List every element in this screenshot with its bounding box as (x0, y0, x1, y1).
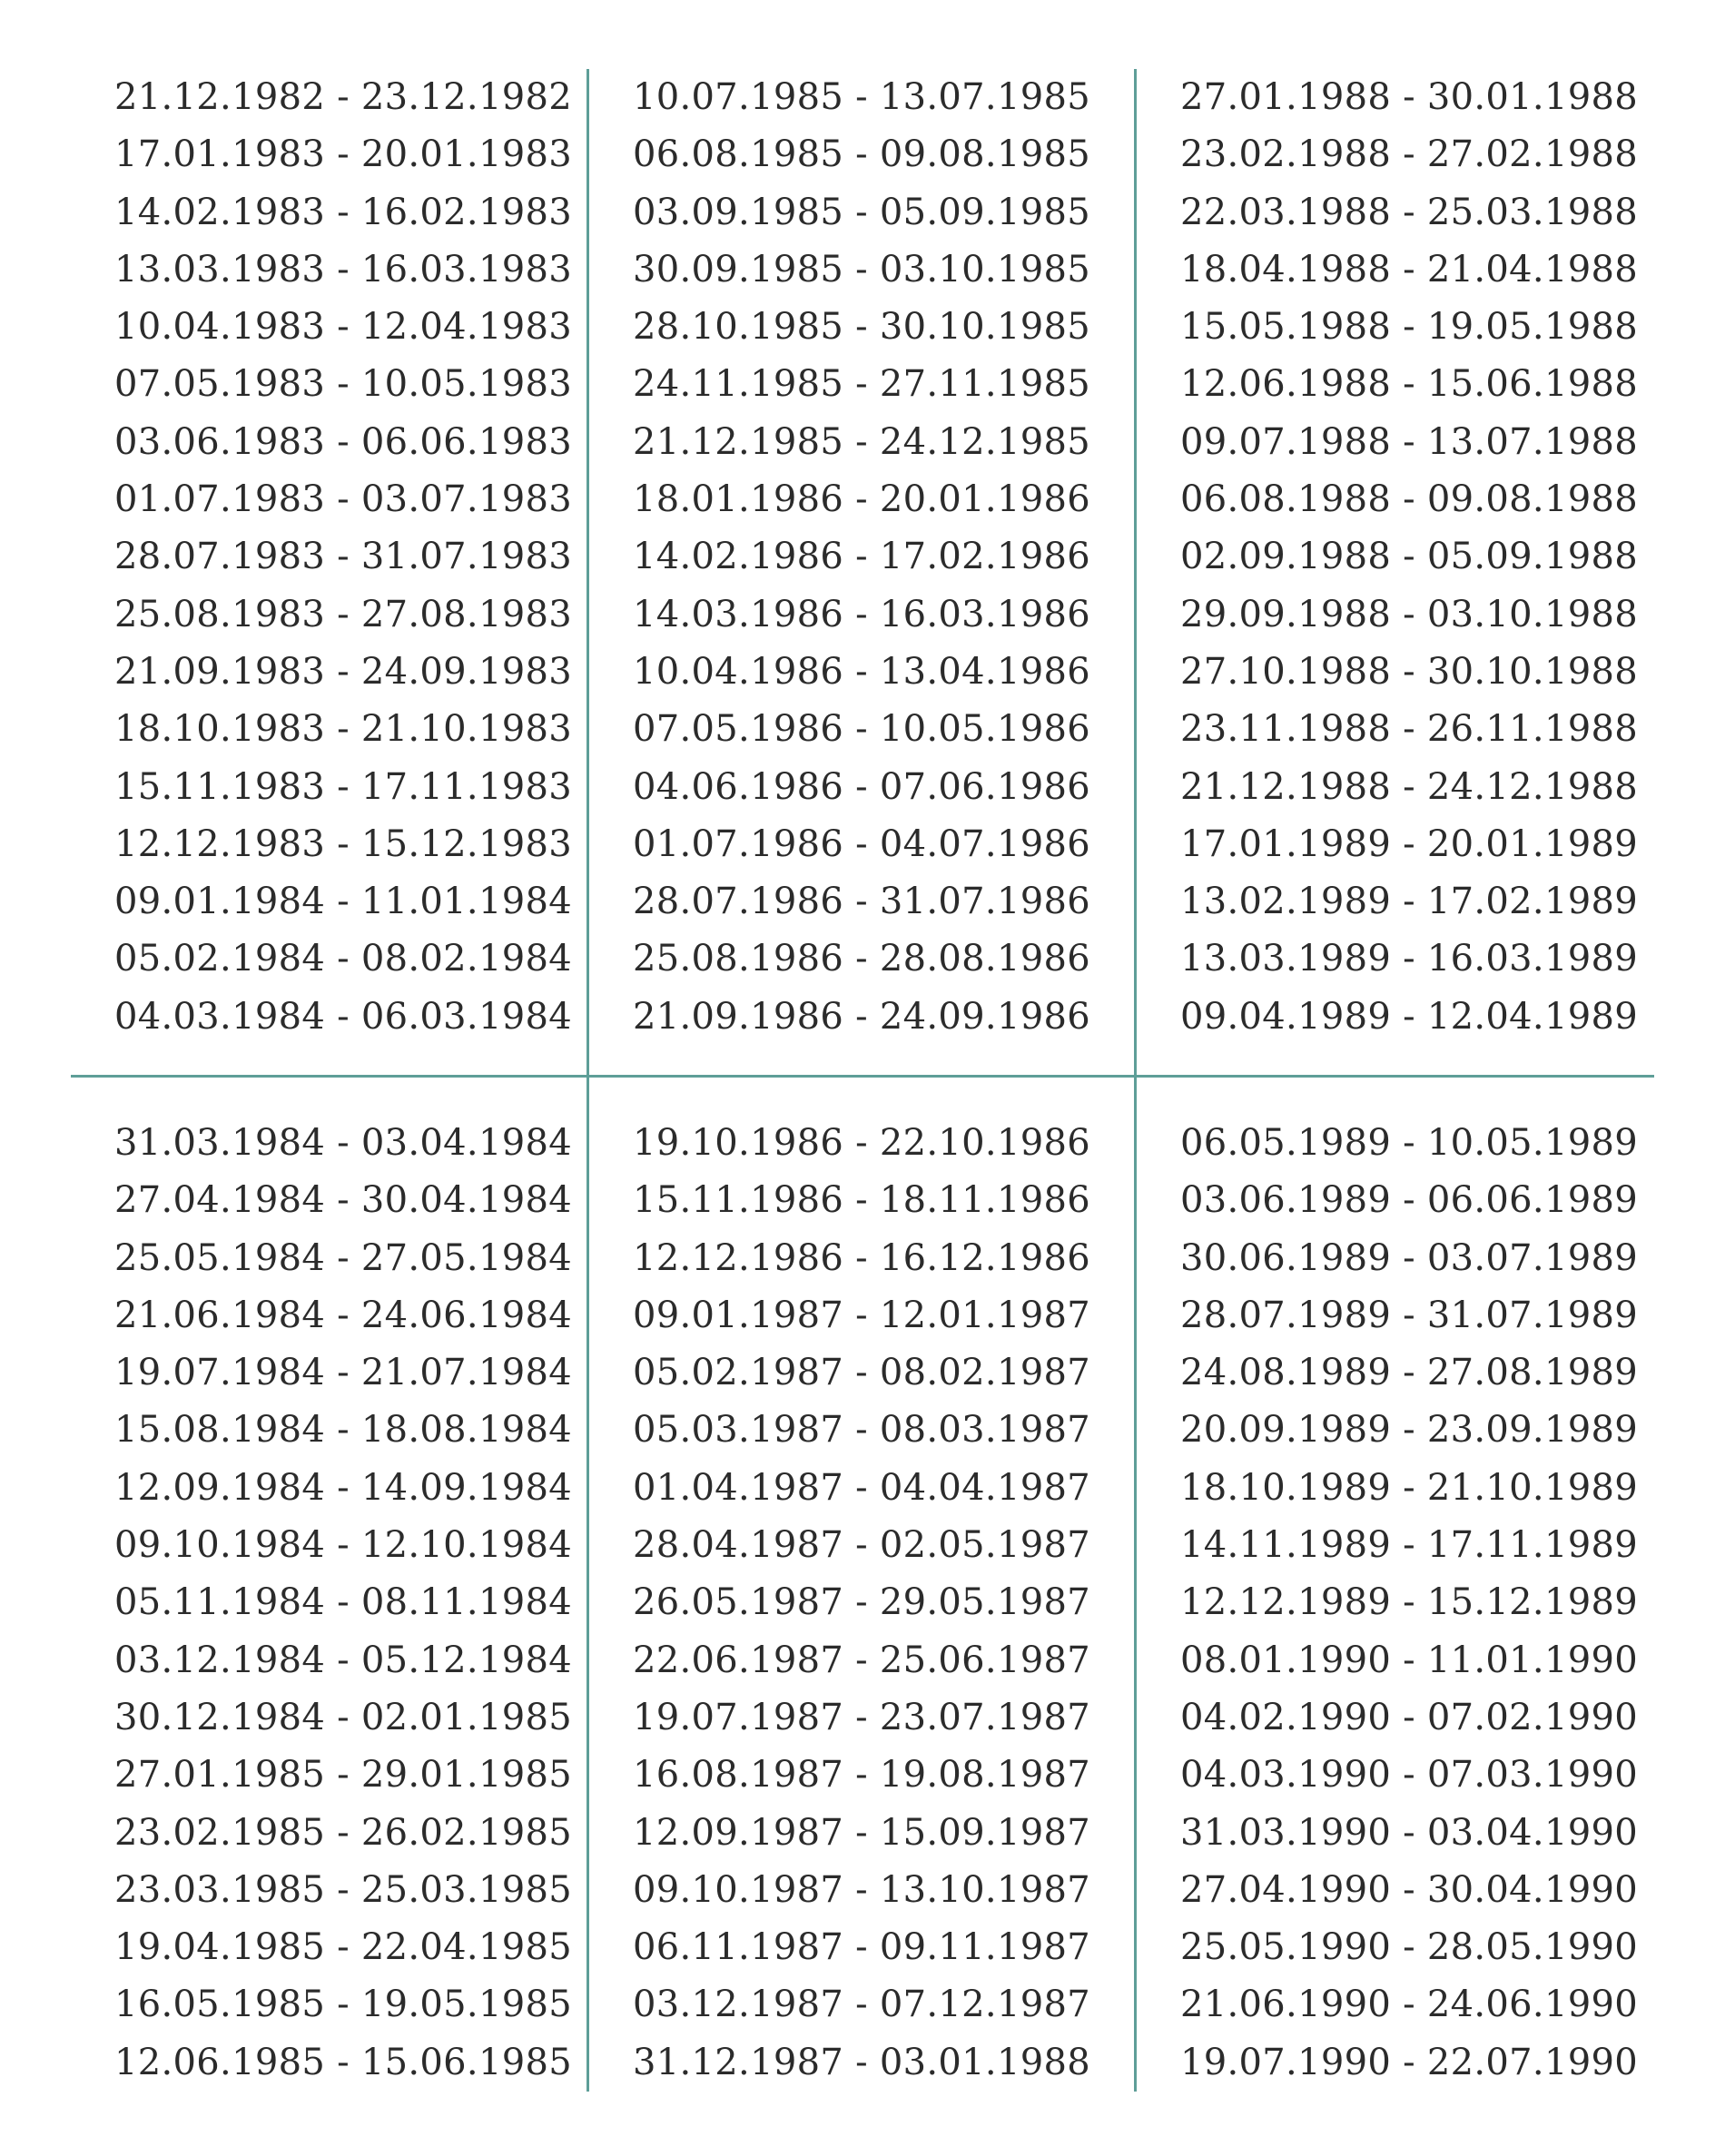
date-range-row: 05.03.1987 - 08.03.1987 (633, 1409, 1090, 1452)
date-range-row: 13.03.1989 - 16.03.1989 (1180, 938, 1638, 980)
date-range-row: 12.12.1983 - 15.12.1983 (114, 822, 572, 865)
date-column (71, 1115, 616, 2092)
date-range-row: 16.08.1987 - 19.08.1987 (633, 1754, 1090, 1797)
date-range-row: 21.06.1990 - 24.06.1990 (1180, 1984, 1638, 2026)
date-range-row: 10.07.1985 - 13.07.1985 (633, 76, 1090, 118)
date-range-row: 25.08.1986 - 28.08.1986 (633, 938, 1090, 980)
date-range-row: 04.02.1990 - 07.02.1990 (1180, 1696, 1638, 1738)
date-range-row: 10.04.1983 - 12.04.1983 (114, 306, 572, 349)
date-column (589, 1115, 1134, 2092)
date-range-row: 03.06.1989 - 06.06.1989 (1180, 1179, 1638, 1222)
date-range-row: 24.11.1985 - 27.11.1985 (633, 363, 1090, 406)
date-range-row: 28.04.1987 - 02.05.1987 (633, 1524, 1090, 1567)
date-range-row: 28.07.1983 - 31.07.1983 (114, 536, 572, 578)
date-range-row: 24.08.1989 - 27.08.1989 (1180, 1352, 1638, 1394)
date-range-row: 12.09.1987 - 15.09.1987 (633, 1811, 1090, 1854)
date-range-row: 27.01.1985 - 29.01.1985 (114, 1754, 572, 1797)
date-column (71, 69, 616, 1046)
date-range-row: 12.12.1989 - 15.12.1989 (1180, 1581, 1638, 1624)
date-range-row: 05.02.1987 - 08.02.1987 (633, 1352, 1090, 1394)
date-range-row: 12.06.1985 - 15.06.1985 (114, 2041, 572, 2083)
date-range-row: 15.11.1983 - 17.11.1983 (114, 765, 572, 808)
date-range-row: 31.03.1984 - 03.04.1984 (114, 1122, 572, 1164)
date-range-row: 08.01.1990 - 11.01.1990 (1180, 1639, 1638, 1681)
date-column (1137, 1115, 1681, 2092)
date-range-row: 21.12.1982 - 23.12.1982 (114, 76, 572, 118)
date-range-row: 22.03.1988 - 25.03.1988 (1180, 191, 1638, 233)
date-range-row: 18.10.1989 - 21.10.1989 (1180, 1466, 1638, 1509)
date-range-row: 30.06.1989 - 03.07.1989 (1180, 1236, 1638, 1279)
date-range-row: 20.09.1989 - 23.09.1989 (1180, 1409, 1638, 1452)
date-range-row: 06.05.1989 - 10.05.1989 (1180, 1122, 1638, 1164)
date-range-row: 09.01.1987 - 12.01.1987 (633, 1294, 1090, 1336)
date-range-row: 25.08.1983 - 27.08.1983 (114, 593, 572, 635)
date-range-row: 03.09.1985 - 05.09.1985 (633, 191, 1090, 233)
date-range-row: 10.04.1986 - 13.04.1986 (633, 650, 1090, 693)
date-range-row: 27.04.1984 - 30.04.1984 (114, 1179, 572, 1222)
date-range-row: 01.07.1986 - 04.07.1986 (633, 822, 1090, 865)
date-range-row: 18.04.1988 - 21.04.1988 (1180, 248, 1638, 290)
date-range-row: 09.01.1984 - 11.01.1984 (114, 881, 572, 923)
date-range-row: 03.12.1984 - 05.12.1984 (114, 1639, 572, 1681)
date-range-row: 06.08.1988 - 09.08.1988 (1180, 478, 1638, 521)
date-range-row: 13.03.1983 - 16.03.1983 (114, 248, 572, 290)
date-range-row: 25.05.1984 - 27.05.1984 (114, 1236, 572, 1279)
date-range-row: 09.10.1984 - 12.10.1984 (114, 1524, 572, 1567)
date-range-row: 29.09.1988 - 03.10.1988 (1180, 593, 1638, 635)
date-range-row: 04.06.1986 - 07.06.1986 (633, 765, 1090, 808)
date-range-row: 25.05.1990 - 28.05.1990 (1180, 1926, 1638, 1969)
date-range-row: 16.05.1985 - 19.05.1985 (114, 1984, 572, 2026)
block-divider (71, 1075, 1654, 1078)
date-range-row: 23.03.1985 - 25.03.1985 (114, 1868, 572, 1911)
date-range-row: 12.09.1984 - 14.09.1984 (114, 1466, 572, 1509)
date-range-row: 05.11.1984 - 08.11.1984 (114, 1581, 572, 1624)
date-column (589, 69, 1134, 1046)
date-range-row: 01.04.1987 - 04.04.1987 (633, 1466, 1090, 1509)
date-range-row: 14.11.1989 - 17.11.1989 (1180, 1524, 1638, 1567)
date-range-row: 18.01.1986 - 20.01.1986 (633, 478, 1090, 521)
date-range-row: 22.06.1987 - 25.06.1987 (633, 1639, 1090, 1681)
date-range-row: 30.12.1984 - 02.01.1985 (114, 1696, 572, 1738)
date-range-row: 01.07.1983 - 03.07.1983 (114, 478, 572, 521)
date-range-row: 27.04.1990 - 30.04.1990 (1180, 1868, 1638, 1911)
date-range-row: 28.10.1985 - 30.10.1985 (633, 306, 1090, 349)
date-range-row: 28.07.1986 - 31.07.1986 (633, 881, 1090, 923)
date-range-row: 18.10.1983 - 21.10.1983 (114, 708, 572, 751)
date-range-row: 15.05.1988 - 19.05.1988 (1180, 306, 1638, 349)
date-range-row: 23.11.1988 - 26.11.1988 (1180, 708, 1638, 751)
date-range-row: 26.05.1987 - 29.05.1987 (633, 1581, 1090, 1624)
date-range-row: 17.01.1983 - 20.01.1983 (114, 133, 572, 176)
date-range-row: 21.09.1986 - 24.09.1986 (633, 995, 1090, 1038)
date-range-row: 14.02.1983 - 16.02.1983 (114, 191, 572, 233)
date-column (1137, 69, 1681, 1046)
date-range-row: 14.02.1986 - 17.02.1986 (633, 536, 1090, 578)
date-range-row: 19.04.1985 - 22.04.1985 (114, 1926, 572, 1969)
date-range-row: 04.03.1984 - 06.03.1984 (114, 995, 572, 1038)
date-range-row: 17.01.1989 - 20.01.1989 (1180, 822, 1638, 865)
date-range-row: 12.12.1986 - 16.12.1986 (633, 1236, 1090, 1279)
date-range-row: 23.02.1985 - 26.02.1985 (114, 1811, 572, 1854)
date-range-row: 21.12.1985 - 24.12.1985 (633, 420, 1090, 463)
date-range-row: 19.10.1986 - 22.10.1986 (633, 1122, 1090, 1164)
date-range-row: 31.03.1990 - 03.04.1990 (1180, 1811, 1638, 1854)
date-range-row: 04.03.1990 - 07.03.1990 (1180, 1754, 1638, 1797)
date-range-row: 27.10.1988 - 30.10.1988 (1180, 650, 1638, 693)
date-range-row: 07.05.1983 - 10.05.1983 (114, 363, 572, 406)
date-range-row: 28.07.1989 - 31.07.1989 (1180, 1294, 1638, 1336)
date-range-row: 21.12.1988 - 24.12.1988 (1180, 765, 1638, 808)
date-range-row: 14.03.1986 - 16.03.1986 (633, 593, 1090, 635)
date-range-row: 15.08.1984 - 18.08.1984 (114, 1409, 572, 1452)
date-range-row: 09.07.1988 - 13.07.1988 (1180, 420, 1638, 463)
date-range-row: 06.11.1987 - 09.11.1987 (633, 1926, 1090, 1969)
date-range-table (71, 69, 1654, 2092)
date-range-row: 31.12.1987 - 03.01.1988 (633, 2041, 1090, 2083)
date-range-row: 06.08.1985 - 09.08.1985 (633, 133, 1090, 176)
date-range-row: 19.07.1987 - 23.07.1987 (633, 1696, 1090, 1738)
date-range-row: 21.06.1984 - 24.06.1984 (114, 1294, 572, 1336)
date-range-row: 30.09.1985 - 03.10.1985 (633, 248, 1090, 290)
date-range-row: 09.10.1987 - 13.10.1987 (633, 1868, 1090, 1911)
date-range-row: 15.11.1986 - 18.11.1986 (633, 1179, 1090, 1222)
date-range-row: 23.02.1988 - 27.02.1988 (1180, 133, 1638, 176)
date-range-row: 07.05.1986 - 10.05.1986 (633, 708, 1090, 751)
date-range-row: 12.06.1988 - 15.06.1988 (1180, 363, 1638, 406)
date-range-row: 02.09.1988 - 05.09.1988 (1180, 536, 1638, 578)
date-range-row: 19.07.1984 - 21.07.1984 (114, 1352, 572, 1394)
date-range-row: 03.12.1987 - 07.12.1987 (633, 1984, 1090, 2026)
date-range-row: 19.07.1990 - 22.07.1990 (1180, 2041, 1638, 2083)
date-range-row: 13.02.1989 - 17.02.1989 (1180, 881, 1638, 923)
date-range-row: 09.04.1989 - 12.04.1989 (1180, 995, 1638, 1038)
date-range-row: 27.01.1988 - 30.01.1988 (1180, 76, 1638, 118)
date-range-row: 03.06.1983 - 06.06.1983 (114, 420, 572, 463)
date-range-row: 21.09.1983 - 24.09.1983 (114, 650, 572, 693)
date-range-row: 05.02.1984 - 08.02.1984 (114, 938, 572, 980)
